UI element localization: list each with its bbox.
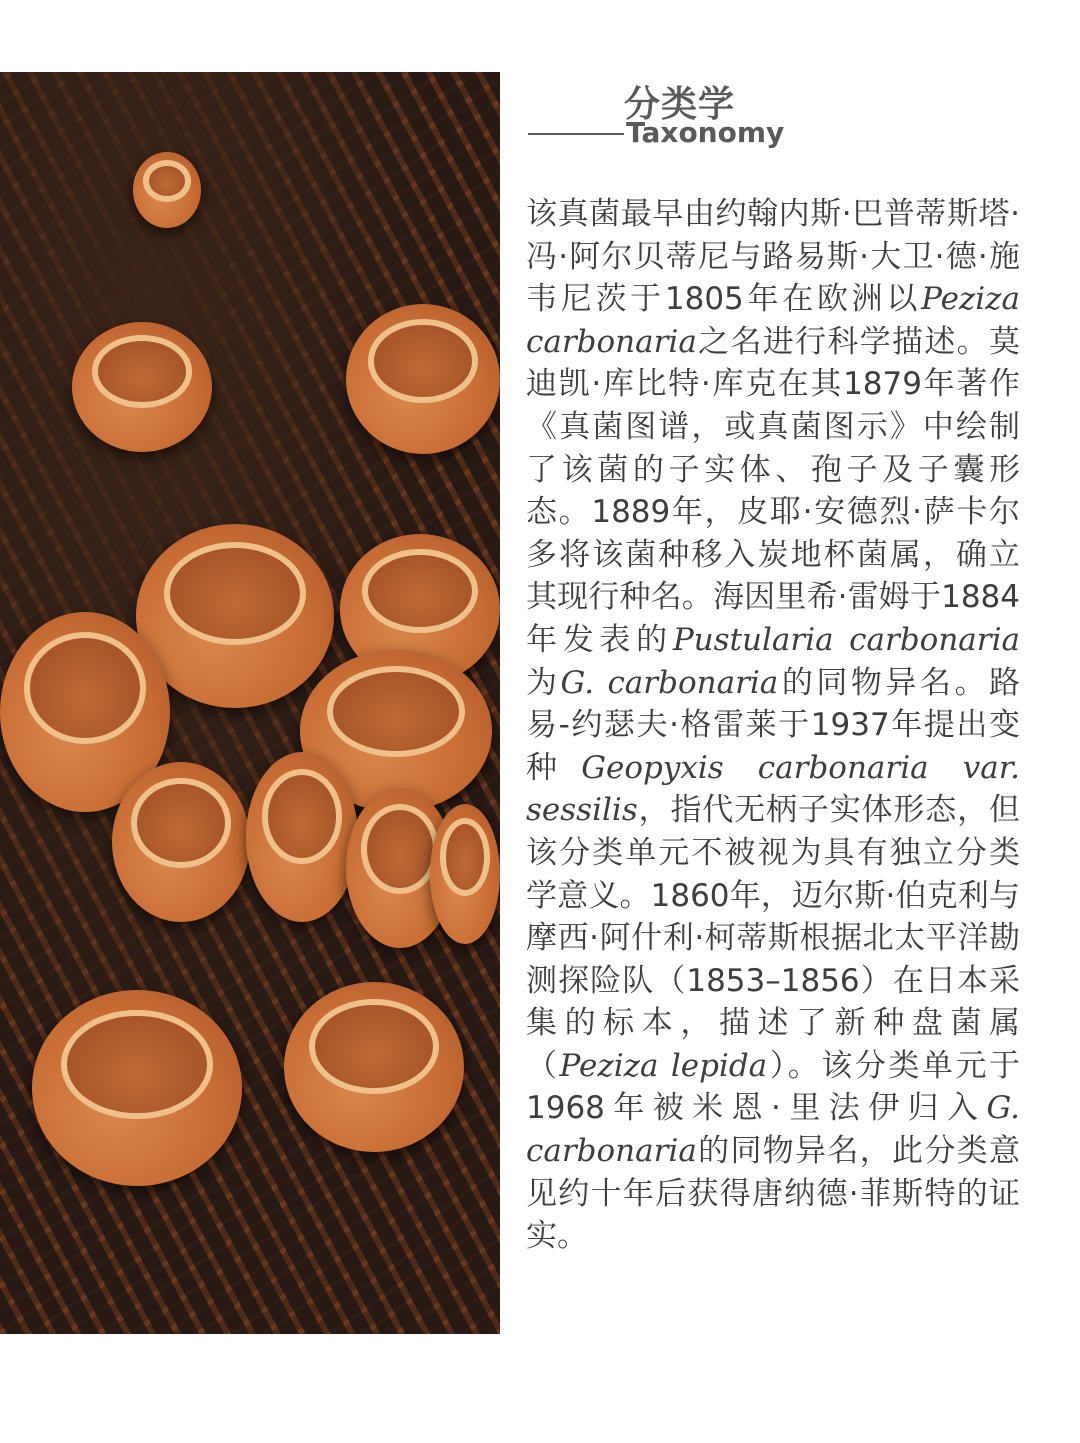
latin-name: Peziza carbonaria [526,281,1020,360]
heading-title-cn: 分类学 [624,84,736,125]
paragraph-text: 之名进行科学描述。莫迪凯·库比特·库克在其1879年著作《真菌图谱，或真菌图示》中绘制了该菌的子实体、孢子及子囊形态。1889年，皮耶·安德烈·萨卡尔多将该菌种移入炭地杯菌属，确立其现行种名。海因里希·雷姆于1884年发表的 [526,323,1020,658]
cup-fungus [246,752,358,922]
latin-name: G. carbonaria [526,1090,1020,1170]
cup-fungus [430,804,500,944]
paragraph-text: 该真菌最早由约翰内斯·巴普蒂斯塔·冯·阿尔贝蒂尼与路易斯·大卫·德·施韦尼茨于1805年在欧洲以 [526,196,1020,318]
latin-name: G. carbonaria [560,664,779,701]
paragraph-text: ，指代无柄子实体形态，但该分类单元不被视为具有独立分类学意义。1860年，迈尔斯·伯克利与摩西·阿什利·柯蒂斯根据北太平洋勘测探险队（1853–1856）在日本采集的标本，描述了新种盘菌属（ [526,792,1020,1084]
cup-fungus [346,304,500,454]
taxonomy-paragraph [526,193,1020,1258]
heading-title-en: Taxonomy [626,116,785,149]
paragraph-text: 的同物异名。路易-约瑟夫·格雷莱于1937年提出变种 [526,664,1021,786]
cup-fungus [32,990,242,1186]
latin-name: Peziza lepida [559,1047,768,1084]
paragraph-text: ）。该分类单元于1968年被米恩·里法伊归入 [526,1047,1021,1127]
cup-fungus [112,762,250,922]
heading-divider [528,133,624,135]
paragraph-text: 的同物异名，此分类意见约十年后获得唐纳德·菲斯特的证实。 [526,1133,1020,1255]
latin-name: Pustularia carbonaria [672,621,1020,658]
cup-fungus [72,322,212,452]
cup-fungus [284,982,464,1152]
fungus-photo [0,72,500,1334]
cup-fungus [133,152,201,228]
paragraph-text: 为 [526,664,561,701]
latin-name: Geopyxis carbonaria var. sessilis [526,749,1020,829]
